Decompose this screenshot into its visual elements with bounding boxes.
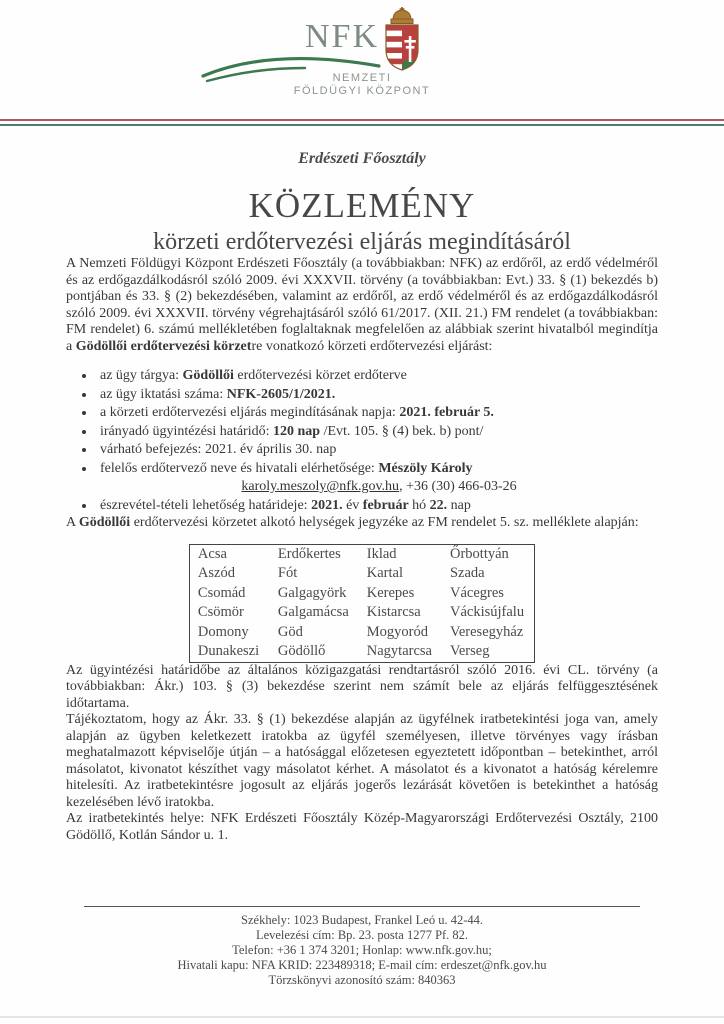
place-cell: Vácegres — [449, 584, 504, 601]
footer-divider — [84, 906, 640, 907]
place-cell: Göd — [277, 623, 303, 640]
document-subtitle: körzeti erdőtervezési eljárás megindításáról — [153, 229, 571, 255]
nfk-logo-acronym: NFK — [305, 18, 380, 55]
place-cell: Csomád — [197, 584, 246, 601]
document-title: KÖZLEMÉNY — [248, 186, 476, 225]
scan-bottom-edge — [0, 1016, 724, 1018]
list-item: • az ügy tárgya: Gödöllői erdőtervezési körzet erdőterve — [96, 367, 658, 385]
footer-line-phone-web: Telefon: +36 1 374 3201; Honlap: www.nfk.gov.hu; — [232, 943, 492, 957]
footer-line-registry: Törzskönyvi azonosító szám: 840363 — [268, 973, 456, 987]
intro-paragraph: A Nemzeti Földügyi Központ Erdészeti Főosztály (a továbbiakban: NFK) az erdőről, az erdő védelméről és az erdőgazdálkodásról szóló 2009. évi XXXVII. törvény (a továbbiakban: Evt.) 33. § (1) bekezdés b) pontjában és 33. § (2) bekezdésében, valamint az erdőről, az erdő védelméről és az erdőgazdálkodásról szóló 2009. évi XXXVII. törvény végrehajtásáról szóló 61/2017. (XII. 21.) FM rendelet (a továbbiakban: FM rendelet) 6. számú mellékletében foglaltaknak megfelelően az alábbiak szerint hivatalból megindítja a Gödöllői erdőtervezési körzetre vonatkozó körzeti erdőtervezési eljárást: — [66, 256, 658, 354]
place-cell: Kartal — [366, 565, 403, 581]
table-row — [189, 564, 534, 584]
case-facts-list — [96, 367, 658, 514]
footer-line-mailing: Levelezési cím: Bp. 23. posta 1277 Pf. 82. — [255, 928, 469, 942]
place-cell: Erdőkertes — [277, 545, 341, 562]
tricolor-divider — [0, 119, 724, 126]
org-name-line2: FÖLDÜGYI KÖZPONT — [293, 85, 431, 97]
list-item: • irányadó ügyintézési határidő: 120 nap /Evt. 105. § (4) bek. b) pont/ — [96, 423, 658, 441]
place-cell: Gödöllő — [277, 643, 326, 659]
document-body — [0, 256, 724, 844]
org-name-line1: NEMZETI — [332, 72, 392, 84]
place-cell: Kerepes — [366, 584, 415, 601]
inspection-location-paragraph: Az iratbetekintés helye: NFK Erdészeti Főosztály Közép-Magyarországi Erdőtervezési Osztály, 2100 Gödöllő, Kotlán Sándor u. 1. — [66, 811, 658, 843]
places-intro-paragraph: A Gödöllői erdőtervezési körzetet alkotó helységek jegyzéke az FM rendelet 5. sz. melléklete alapján: — [66, 515, 639, 530]
place-cell: Váckisújfalu — [449, 604, 525, 620]
table-row — [189, 603, 534, 623]
table-row — [189, 584, 534, 604]
document-footer — [0, 906, 724, 988]
place-cell: Domony — [197, 623, 249, 640]
table-row — [189, 544, 534, 564]
footer-line-krid-email: Hivatali kapu: NFA KRID: 223489318; E-mail cím: erdeszet@nfk.gov.hu — [177, 958, 547, 972]
phone-number: , +36 (30) 466-03-26 — [399, 479, 517, 494]
list-item: • az ügy iktatási száma: NFK-2605/1/2021. — [96, 386, 658, 404]
place-cell: Nagytarcsa — [366, 643, 432, 659]
footer-line-address: Székhely: 1023 Budapest, Frankel Leó u. 42-44. — [241, 913, 483, 927]
list-item: • észrevétel-tételi lehetőség határideje: 2021. év február hó 22. nap — [96, 497, 658, 515]
list-item: • felelős erdőtervező neve és hivatali elérhetősége: Mészöly Károly karoly.meszoly@nfk.gov.hu, +36 (30) 466-03-26 — [96, 460, 658, 496]
place-cell: Szada — [449, 565, 485, 581]
list-item: • várható befejezés: 2021. év április 30. nap — [96, 441, 658, 459]
place-cell: Acsa — [197, 545, 227, 562]
place-cell: Mogyoród — [366, 623, 428, 640]
department-heading: Erdészeti Főosztály — [298, 150, 426, 167]
inspection-paragraph: Tájékoztatom, hogy az Ákr. 33. § (1) bekezdése alapján az ügyfélnek iratbetekintési joga van, amely alapján az ügyben keletkezett iratokba az ügyfél személyesen, illetve törvényes vagy írásban meghatalmazott képviselője útján – a hatósággal előzetesen egyeztetett időpontban – betekinthet, arról másolatot, kivonatot készíthet vagy másolatot kérhet. A másolatot és a kivonatot a hatóság kérelemre hitelesíti. Az iratbetekintésre jogosult az eljárás jogerős lezárását követően is betekinthet a hatóság kezelésében lévő iratokba. — [66, 712, 658, 810]
table-row — [189, 642, 534, 662]
contact-line — [100, 478, 658, 496]
place-cell: Verseg — [449, 643, 490, 659]
place-cell: Galgamácsa — [277, 604, 349, 620]
place-cell: Őrbottyán — [449, 545, 509, 562]
place-cell: Kistarcsa — [366, 604, 421, 620]
place-cell: Veresegyház — [449, 623, 524, 640]
place-cell: Galgagyörk — [277, 584, 347, 601]
list-item: • a körzeti erdőtervezési eljárás megindításának napja: 2021. február 5. — [96, 404, 658, 422]
email-link[interactable]: karoly.meszoly@nfk.gov.hu — [241, 479, 400, 494]
place-cell: Aszód — [197, 565, 235, 581]
places-table — [189, 544, 535, 663]
header-logo-block — [0, 0, 724, 111]
deadline-paragraph: Az ügyintézési határidőbe az általános közigazgatási rendtartásról szóló 2016. évi CL. törvény (a továbbiakban: Ákr.) 103. § (3) bekezdése szerint nem számít bele az eljárás felfüggesztésének időtartama. — [66, 662, 658, 711]
place-cell: Dunakeszi — [197, 643, 260, 659]
org-name — [247, 72, 477, 98]
place-cell: Csömör — [197, 604, 244, 620]
place-cell: Iklad — [366, 545, 397, 562]
table-row — [189, 623, 534, 643]
hungary-coat-of-arms-icon — [379, 6, 425, 72]
place-cell: Fót — [277, 565, 298, 581]
